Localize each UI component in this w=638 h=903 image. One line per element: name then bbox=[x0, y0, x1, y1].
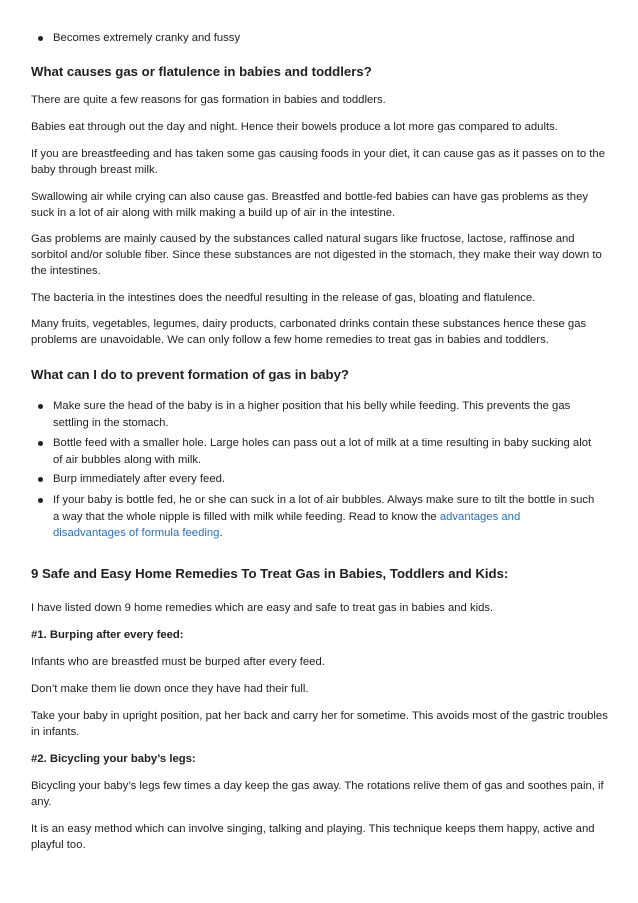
bullet-dot bbox=[38, 498, 43, 503]
paragraph: Gas problems are mainly caused by the substances called natural sugars like fructose, lactose, raffinose and sorbitol and/or soluble fiber. Since these substances are not digested in the stomach, they make their way down to the intestines. bbox=[31, 233, 602, 277]
bullet-dot bbox=[38, 477, 43, 482]
bullet-dot bbox=[38, 404, 43, 409]
paragraph: There are quite a few reasons for gas formation in babies and toddlers. bbox=[31, 94, 386, 106]
bullet-text: Becomes extremely cranky and fussy bbox=[53, 32, 241, 44]
paragraph: I have listed down 9 home remedies which are easy and safe to treat gas in babies and kids. bbox=[31, 602, 494, 614]
list-item bbox=[53, 398, 595, 431]
bullet-text-end: . bbox=[219, 527, 223, 539]
bullet-text: If your baby is bottle fed, he or she can suck in a lot of air bubbles. Always make sure to tilt the bottle in such a way that the whole nipple is filled with milk while feeding. Read to know the bbox=[53, 494, 595, 523]
paragraph: The bacteria in the intestines does the needful resulting in the release of gas, bloating and flatulence. bbox=[31, 292, 536, 304]
section-heading-prevent: What can I do to prevent formation of gas in baby? bbox=[31, 367, 349, 382]
paragraph: It is an easy method which can involve singing, talking and playing. This technique keeps them happy, active and playful too. bbox=[31, 823, 595, 851]
bullet-text: Make sure the head of the baby is in a higher position that his belly while feeding. This prevents the gas settling in the stomach. bbox=[53, 400, 571, 429]
paragraph: Many fruits, vegetables, legumes, dairy products, carbonated drinks contain these substances hence these gas problems are unavoidable. We can only follow a few home remedies to treat gas in babies and toddlers. bbox=[31, 318, 587, 346]
paragraph: Bicycling your baby’s legs few times a day keep the gas away. The rotations relive them of gas and soothes pain, if any. bbox=[31, 780, 604, 808]
section-heading-causes: What causes gas or flatulence in babies and toddlers? bbox=[31, 64, 372, 79]
bullet-text: Bottle feed with a smaller hole. Large holes can pass out a lot of milk at a time resulting in baby sucking alot of air bubbles along with milk. bbox=[53, 437, 592, 466]
remedy-title: #1. Burping after every feed: bbox=[31, 629, 184, 641]
bullet-dot bbox=[38, 36, 43, 41]
paragraph: Babies eat through out the day and night. Hence their bowels produce a lot more gas compared to adults. bbox=[31, 121, 558, 133]
list-item bbox=[53, 471, 595, 488]
formula-feeding-link[interactable]: advantages and disadvantages of formula feeding bbox=[53, 510, 521, 539]
paragraph: Take your baby in upright position, pat her back and carry her for sometime. This avoids most of the gastric troubles in infants. bbox=[31, 710, 608, 738]
bullet-dot bbox=[38, 441, 43, 446]
paragraph: Don’t make them lie down once they have had their full. bbox=[31, 683, 309, 695]
list-item bbox=[53, 492, 595, 542]
paragraph: If you are breastfeeding and has taken some gas causing foods in your diet, it can cause gas as it passes on to the baby through breast milk. bbox=[31, 148, 605, 176]
list-item bbox=[53, 435, 595, 468]
paragraph: Swallowing air while crying can also cause gas. Breastfed and bottle-fed babies can have gas problems as they suck in a lot of air along with milk making a build up of air in the intestine. bbox=[31, 191, 589, 219]
list-item bbox=[53, 30, 595, 47]
bullet-text: Burp immediately after every feed. bbox=[53, 473, 226, 485]
section-heading-remedies: 9 Safe and Easy Home Remedies To Treat Gas in Babies, Toddlers and Kids: bbox=[31, 566, 509, 581]
remedy-title: #2. Bicycling your baby’s legs: bbox=[31, 753, 196, 765]
paragraph: Infants who are breastfed must be burped after every feed. bbox=[31, 656, 325, 668]
